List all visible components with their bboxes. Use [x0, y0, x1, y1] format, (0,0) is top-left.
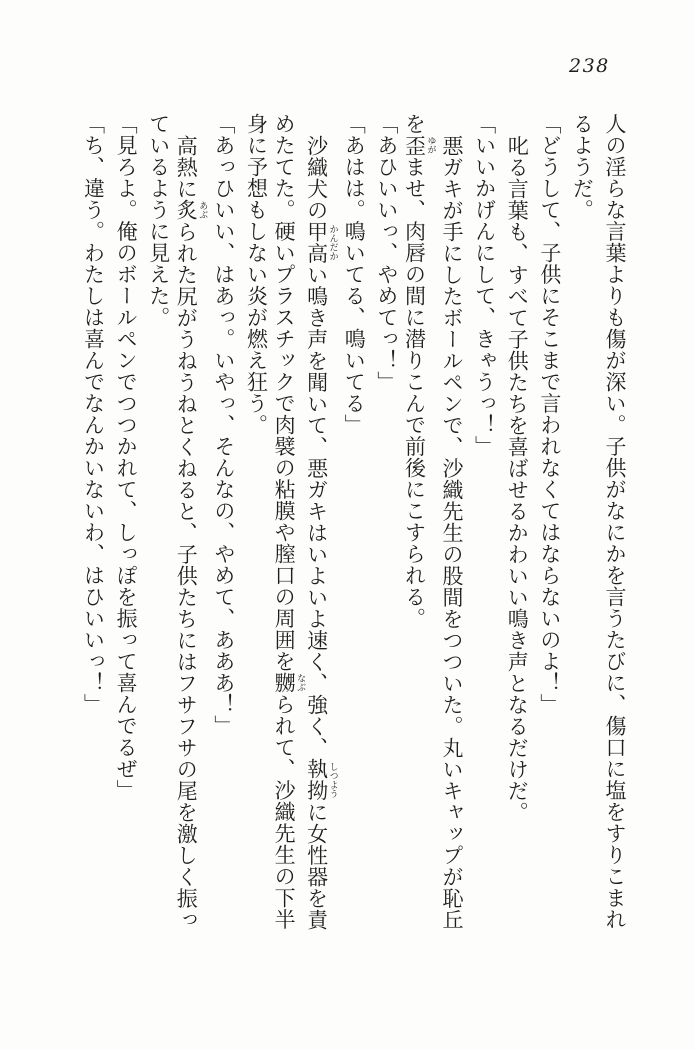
text-line: 「どうして、子供にそこまで言われなくてはならないのよ！」 [537, 113, 562, 715]
page-text [77, 113, 631, 1043]
text-line: 「ち、違う。わたしは喜んでなんかいないわ、はひいいっ！」 [81, 113, 106, 715]
text-line: を歪 ゆがませ、肉唇の間に潜りこんで前後にこすられる。 [402, 113, 436, 629]
text-line: 高熱に炙 あぶられた尻がうねうねとくねると、子供たちにはフサフサの尾を激しく振っ [174, 134, 208, 930]
page-number: 238 [569, 55, 610, 77]
text-line: 「いいかげんにして、きゃうっ！」 [472, 113, 497, 457]
text-line: 人の淫らな言葉よりも傷が深い。子供がなにかを言うたびに、傷口に塩をすりこまれ [603, 113, 627, 930]
text-line: 「あっひいい、はあっ。いやっ、そんなの、やめて、あああ！」 [211, 113, 236, 737]
text-line: ているように見えた。 [146, 113, 171, 328]
text-line: 叱る言葉も、すべて子供たちを喜ばせるかわいい鳴き声となるだけだ。 [505, 134, 530, 823]
furigana-ruby: 嬲 なぶ [272, 672, 306, 694]
text-line: 「あひいいっ、やめてっ！」 [374, 113, 399, 393]
text-line: 悪ガキが手にしたボールペンで、沙織先生の股間をつついた。丸いキャップが恥丘 [440, 134, 465, 930]
furigana-ruby: 炙 あぶ [174, 199, 208, 221]
text-line: るようだ。 [570, 113, 595, 221]
furigana-ruby: 執拗 しつよう [304, 758, 338, 801]
text-line: 「あはは。鳴いてる、鳴いてる」 [342, 113, 367, 436]
furigana-ruby: 歪 ゆが [402, 134, 436, 156]
text-line: 「見ろよ。俺のボールペンでつつかれて、しっぽを振って喜んでるぜ」 [114, 113, 139, 801]
text-line: めたてた。硬いプラスチックで肉襞の粘膜や膣口の周囲を嬲 なぶられて、沙織先生の下半 [272, 113, 306, 930]
text-line: 沙織犬の甲高 かんだかい鳴き声を聞いて、悪ガキはいよいよ速く、強く、執拗 しつように女性器を責 [304, 134, 338, 930]
text-line: 身に予想もしない炎が燃え狂う。 [244, 113, 269, 436]
furigana-ruby: 甲高 かんだか [304, 220, 338, 264]
